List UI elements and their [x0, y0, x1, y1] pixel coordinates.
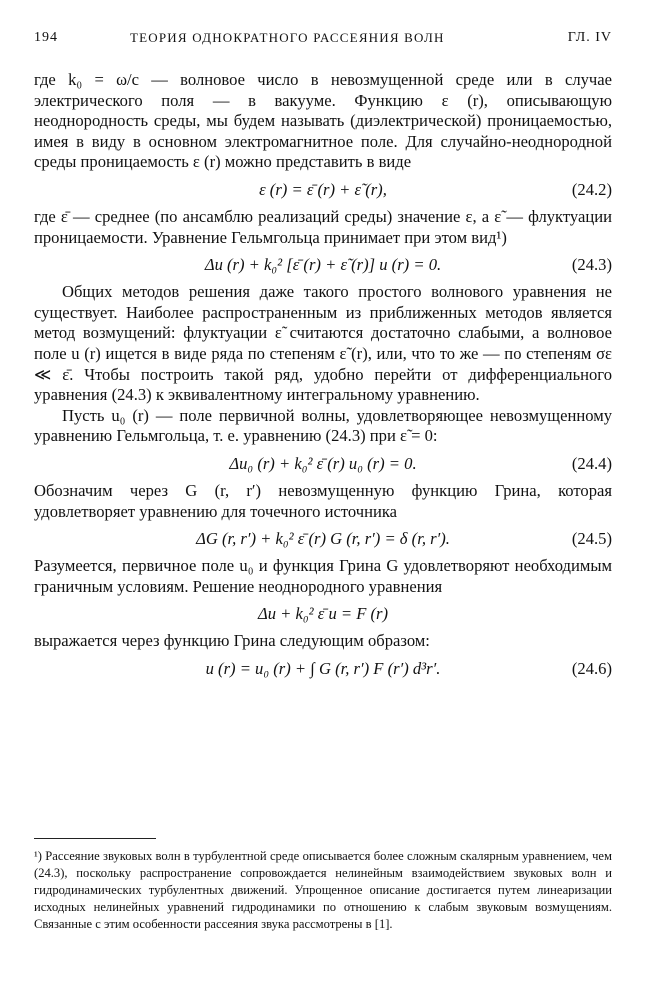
paragraph: выражается через функцию Грина следующим образом: — [34, 631, 430, 651]
equation-formula: ε (r) = ε̄ (r) + ε̃ (r), — [259, 179, 387, 199]
footnote-divider — [34, 838, 156, 839]
paragraph: Пусть u₀ (r) — поле первичной волны, удовлетворяющее невозмущенному уравнению Гельмгольца, т. е. уравнению (24.3) при ε̃ = 0: — [34, 405, 612, 446]
equation-formula: Δu₀ (r) + k₀² ε̄ (r) u₀ (r) = 0. — [229, 453, 417, 473]
equation-24-5 — [34, 522, 612, 556]
equation-number: (24.3) — [571, 255, 612, 275]
equation-number: (24.4) — [571, 453, 612, 473]
running-title: ТЕОРИЯ ОДНОКРАТНОГО РАССЕЯНИЯ ВОЛН — [130, 30, 445, 45]
equation-24-3 — [34, 248, 612, 282]
page-number: 194 — [34, 30, 58, 45]
equation-formula: ΔG (r, r′) + k₀² ε̄ (r) G (r, r′) = δ (r, r′). — [196, 529, 450, 549]
equation-unnumbered — [34, 597, 612, 631]
equation-number: (24.6) — [571, 658, 612, 678]
equation-number: (24.2) — [571, 179, 612, 199]
running-header — [34, 30, 612, 52]
chapter-label: ГЛ. IV — [567, 30, 612, 45]
equation-formula: Δu + k₀² ε̄ u = F (r) — [257, 604, 389, 624]
footnote: ¹) Рассеяние звуковых волн в турбулентной среде описывается более сложным скалярным уравнением, чем (24.3), поскольку распространение сопровождается нелинейным взаимодействием звуковых волн и гидродинамических турбулентных движений. Упрощенное описание достигается путем линеаризации исходных нелинейных уравнений гидродинамики по отношению к слабым звуковым возмущениям. Связанные с этим особенности рассеяния звука рассмотрены в [1]. — [34, 849, 612, 931]
equation-24-6 — [34, 652, 612, 686]
paragraph: Обозначим через G (r, r′) невозмущенную функцию Грина, которая удовлетворяет уравнению для точечного источника — [34, 480, 612, 521]
equation-formula: u (r) = u₀ (r) + ∫ G (r, r′) F (r′) d³r′. — [205, 658, 441, 678]
equation-24-2 — [34, 173, 612, 207]
equation-number: (24.5) — [571, 529, 612, 549]
equation-formula: Δu (r) + k₀² [ε̄ (r) + ε̃ (r)] u (r) = 0. — [204, 255, 442, 275]
main-text — [34, 70, 612, 686]
paragraph: где ε̄ — среднее (по ансамблю реализаций среды) значение ε, а ε̃ — флуктуации проницаемости. Уравнение Гельмгольца принимает при этом вид¹) — [34, 206, 612, 247]
paragraph: Общих методов решения даже такого простого волнового уравнения не существует. Наиболее распространенным из приближенных методов является метод возмущений: флуктуации ε̃ считаются достаточно слабыми, а волновое поле u (r) ищется в виде ряда по степеням ε̃ (r), или, что то же — по степеням σε ≪ ε̄. Чтобы построить такой ряд, удобно перейти от дифференциального уравнения (24.3) к эквивалентному интегральному уравнению. — [34, 282, 612, 405]
paragraph: Разумеется, первичное поле u₀ и функция Грина G удовлетворяют необходимым граничным условиям. Решение неоднородного уравнения — [34, 556, 612, 596]
equation-24-4 — [34, 447, 612, 481]
paragraph: где k₀ = ω/c — волновое число в невозмущенной среде или в случае электрического поля — в вакууме. Функцию ε (r), описывающую неоднородность среды, мы будем называть (диэлектрической) проницаемостью, имея в виду в основном электромагнитное поле. Для случайно-неоднородной среды проницаемость ε (r) можно представить в виде — [34, 70, 612, 172]
